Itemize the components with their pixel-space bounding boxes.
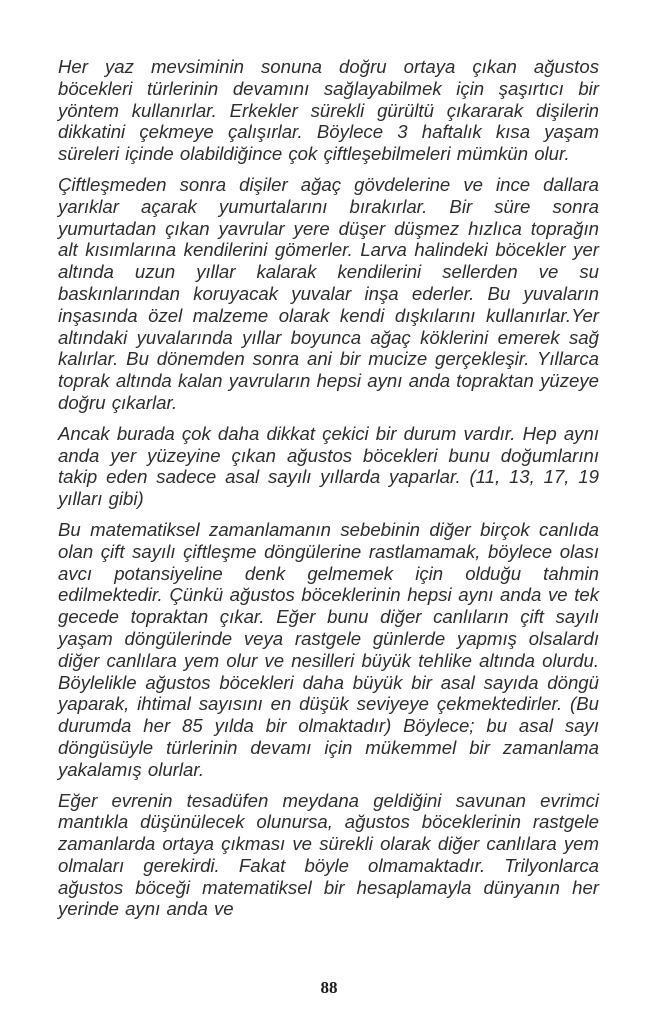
paragraph-4: Bu matematiksel zamanlamanın sebebinin diğer birçok canlıda olan çift sayılı çiftleşme döngülerine rastlamamak, böylece olası avcı potansiyeline denk gelmemek için olduğu tahmin edilmektedir. Çünkü ağustos böceklerinin hepsi aynı anda ve tek gecede topraktan çıkar. Eğer bunu diğer canlıların çift sayılı yaşam döngülerinde veya rastgele günlerde yapmış olsalardı diğer canlılara yem olur ve nesilleri büyük tehlike altında olurdu. Böylelikle ağustos böcekleri daha büyük bir asal sayıda döngü yaparak, ihtimal sayısını en düşük seviyeye çekmektedirler. (Bu durumda her 85 yılda bir olmaktadır) Böylece; bu asal sayı döngüsüyle türlerinin devamı için mükemmel bir zamanlama yakalamış olurlar. [58, 518, 599, 780]
body-text [58, 56, 599, 929]
paragraph-5: Eğer evrenin tesadüfen meydana geldiğini savunan evrimci mantıkla düşünülecek olunursa, ağustos böceklerinin rastgele zamanlarda ortaya çıkması ve sürekli olarak diğer canlılara yem olmaları gerekirdi. Fakat böyle olmamaktadır. Trilyonlarca ağustos böceği matematiksel bir hesaplamayla dünyanın her yerinde aynı anda ve [58, 789, 599, 920]
paragraph-2: Çiftleşmeden sonra dişiler ağaç gövdelerine ve ince dallara yarıklar açarak yumurtalarını bırakırlar. Bir süre sonra yumurtadan çıkan yavrular yere düşer düşmez hızlıca toprağın alt kısımlarına kendilerini gömerler. Larva halindeki böcekler yer altında uzun yıllar kalarak kendilerini sellerden ve su baskınlarından koruyacak yuvalar inşa ederler. Bu yuvaların inşasında özel malzeme olarak kendi dışkılarını kullanırlar.Yer altındaki yuvalarında yıllar boyunca ağaç köklerini emerek sağ kalırlar. Bu dönemden sonra ani bir mucize gerçekleşir. Yıllarca toprak altında kalan yavruların hepsi aynı anda topraktan yüzeye doğru çıkarlar. [58, 173, 599, 413]
page-number: 88 [320, 978, 338, 997]
paragraph-3: Ancak burada çok daha dikkat çekici bir durum vardır. Hep aynı anda yer yüzeyine çıkan ağustos böcekleri bunu doğumlarını takip eden sadece asal sayılı yıllarda yaparlar. (11, 13, 17, 19 yılları gibi) [58, 422, 599, 510]
paragraph-1: Her yaz mevsiminin sonuna doğru ortaya çıkan ağustos böcekleri türlerinin devamını sağlayabilmek için şaşırtıcı bir yöntem kullanırlar. Erkekler sürekli gürültü çıkararak dişilerin dikkatini çekmeye çalışırlar. Böylece 3 haftalık kısa yaşam süreleri içinde olabildiğince çok çiftleşebilmeleri mümkün olur. [58, 56, 599, 165]
